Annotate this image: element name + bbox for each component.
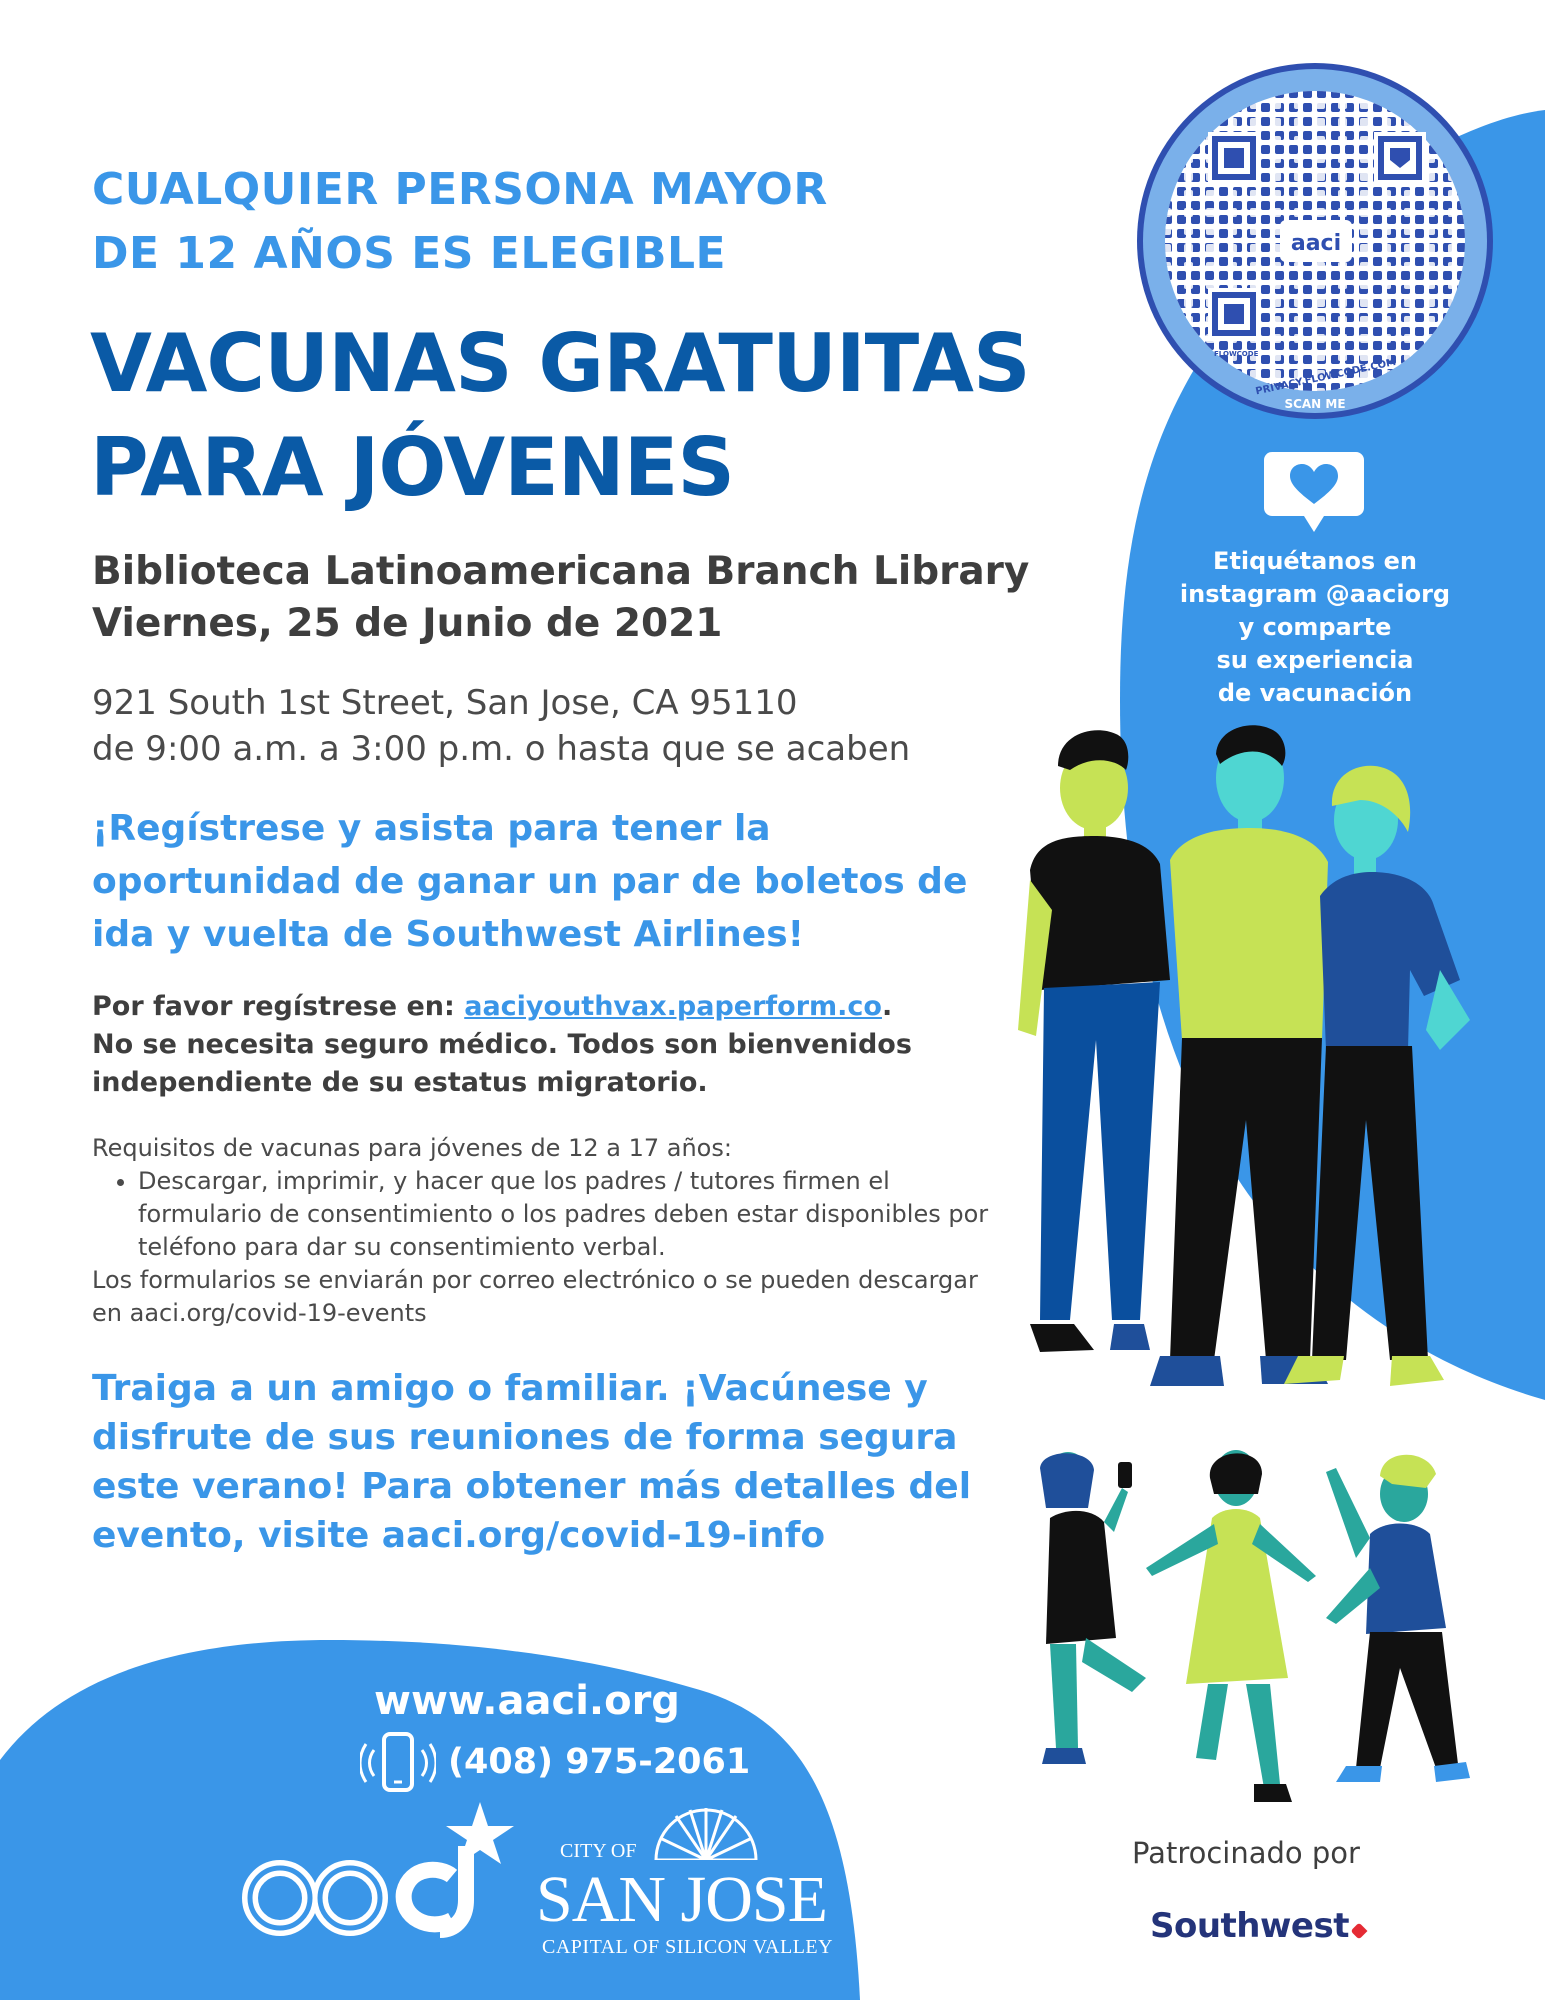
- eligibility-heading: [92, 158, 952, 286]
- aaci-logo: [240, 1796, 540, 1946]
- raffle-text: [92, 802, 992, 961]
- qr-finder-top-right: [1374, 132, 1426, 184]
- qr-center-logo: aaci: [1290, 231, 1342, 256]
- register-link[interactable]: aaciyouthvax.paperform.co: [464, 991, 882, 1022]
- requirements-block: [92, 1132, 992, 1330]
- title-line-2: PARA JÓVENES: [90, 421, 734, 514]
- eligibility-line-1: CUALQUIER PERSONA MAYOR: [92, 164, 828, 215]
- social-line-5: de vacunación: [1217, 679, 1413, 707]
- register-line-3: independiente de su estatus migratorio.: [92, 1067, 708, 1098]
- social-line-2: instagram @aaciorg: [1179, 580, 1451, 608]
- event-venue-block: [92, 546, 1092, 650]
- event-hours: de 9:00 a.m. a 3:00 p.m. o hasta que se acaben: [92, 729, 911, 769]
- closing-line-3: este verano! Para obtener más detalles del: [92, 1466, 972, 1507]
- closing-line-1: Traiga a un amigo o familiar. ¡Vacúnese y: [92, 1368, 928, 1409]
- eligibility-line-2: DE 12 AÑOS ES ELEGIBLE: [92, 228, 727, 279]
- qr-finder-bottom-left: [1208, 288, 1260, 340]
- requirements-list: [92, 1165, 992, 1264]
- middle-dancer: [1146, 1450, 1316, 1802]
- san-jose-city-of: CITY OF: [560, 1840, 637, 1862]
- raffle-line-3: ida y vuelta de Southwest Airlines!: [92, 914, 805, 955]
- raffle-line-2: oportunidad de ganar un par de boletos de: [92, 861, 968, 902]
- southwest-logo: [1150, 1906, 1365, 1946]
- closing-line-2: disfrute de sus reuniones de forma segura: [92, 1417, 958, 1458]
- requirements-footer: Los formularios se enviarán por correo electrónico o se pueden descargar en aaci.org/covid-19-events: [92, 1266, 978, 1327]
- event-date: Viernes, 25 de Junio de 2021: [92, 601, 723, 646]
- phone-number[interactable]: (408) 975-2061: [448, 1742, 751, 1782]
- left-person: [1018, 730, 1170, 1352]
- social-line-3: y comparte: [1238, 613, 1392, 641]
- heart-comment-icon: [1264, 452, 1364, 534]
- closing-text: [92, 1364, 992, 1560]
- event-venue: Biblioteca Latinoamericana Branch Library: [92, 549, 1030, 594]
- register-suffix: .: [881, 991, 893, 1022]
- san-jose-tagline: CAPITAL OF SILICON VALLEY: [542, 1936, 834, 1958]
- requirements-heading: Requisitos de vacunas para jóvenes de 12 a 17 años:: [92, 1134, 732, 1162]
- dancers-illustration: [996, 1448, 1496, 1818]
- southwest-name: Southwest: [1150, 1906, 1349, 1946]
- requirements-bullet: • Descargar, imprimir, y hacer que los padres / tutores firmen el formulario de consentimiento o los padres deben estar disponibles por teléfono para dar su consentimiento verbal.: [138, 1165, 992, 1264]
- website-link[interactable]: www.aaci.org: [374, 1678, 680, 1724]
- social-line-4: su experiencia: [1216, 646, 1414, 674]
- qr-brand: FLOWCODE: [1214, 350, 1259, 358]
- qr-scan-label: SCAN ME: [1284, 397, 1346, 411]
- event-address: 921 South 1st Street, San Jose, CA 95110: [92, 683, 798, 723]
- qr-privacy: PRIVACY.FLOWCODE.COM: [1254, 356, 1398, 398]
- aaci-logo-text: aaci: [240, 1796, 243, 1797]
- event-address-block: [92, 680, 992, 772]
- title-line-1: VACUNAS GRATUITAS: [90, 317, 1030, 410]
- right-dancer: [1326, 1455, 1470, 1782]
- qr-finder-top-left: [1208, 132, 1260, 184]
- page-title: [90, 312, 1150, 520]
- register-line-1: [92, 988, 1012, 1026]
- register-block: [92, 988, 1012, 1102]
- closing-line-4: evento, visite aaci.org/covid-19-info: [92, 1515, 826, 1556]
- middle-person: [1150, 725, 1328, 1386]
- raffle-line-1: ¡Regístrese y asista para tener la: [92, 808, 771, 849]
- friends-illustration: [1010, 720, 1490, 1400]
- phone-icon: [360, 1730, 436, 1796]
- sponsor-label: Patrocinado por: [1132, 1836, 1360, 1870]
- southwest-heart-icon: [1350, 1923, 1367, 1940]
- register-prefix: Por favor regístrese en:: [92, 991, 465, 1022]
- left-dancer: [1040, 1452, 1146, 1764]
- social-line-1: Etiquétanos en: [1213, 547, 1417, 575]
- san-jose-name: SAN JOSE: [536, 1863, 827, 1936]
- social-callout: [1170, 545, 1460, 710]
- register-line-2: No se necesita seguro médico. Todos son bienvenidos: [92, 1029, 912, 1060]
- san-jose-sun-icon: [646, 1800, 766, 1860]
- qr-code[interactable]: [1134, 60, 1496, 422]
